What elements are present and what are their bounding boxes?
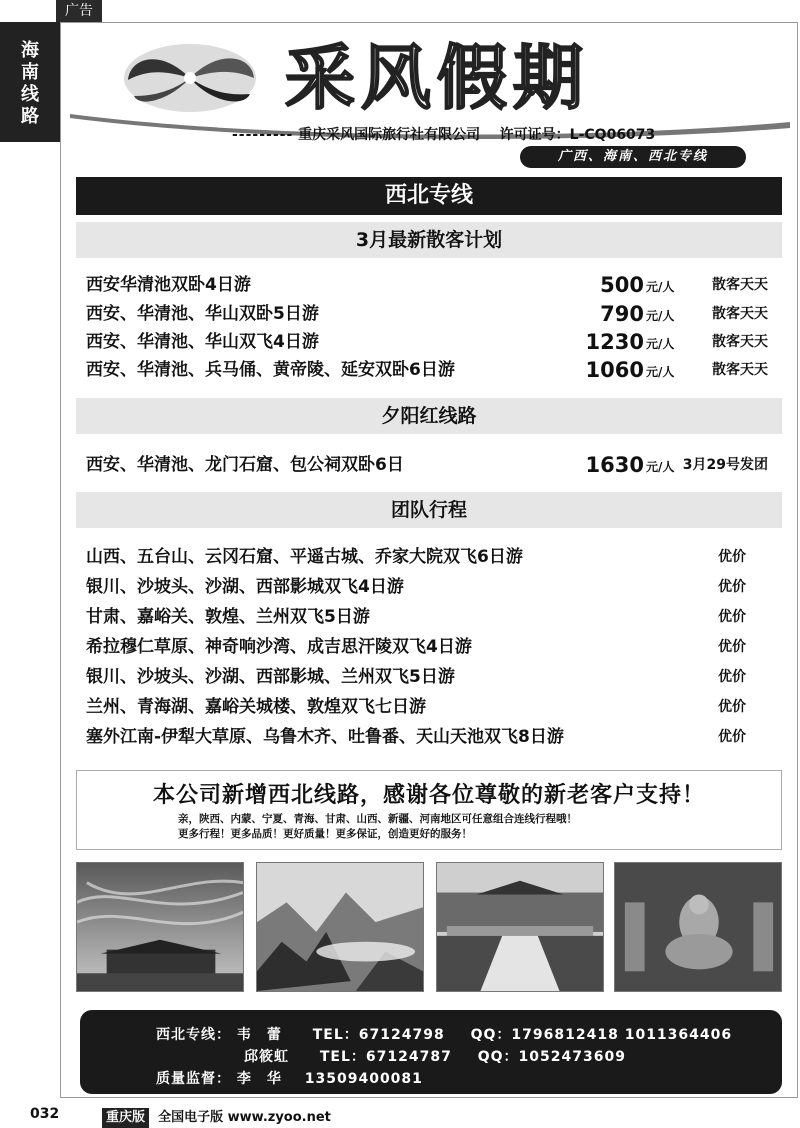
- contact-name: 邱筱虹: [244, 1049, 289, 1065]
- company-dashes: ---------: [232, 127, 294, 143]
- contact-qq: QQ：1052473609: [477, 1049, 626, 1065]
- page-number: 032: [30, 1106, 60, 1122]
- route-price: 500: [600, 273, 644, 297]
- photo-grotto-buddha: [614, 862, 782, 992]
- side-tab-char: 海: [21, 40, 39, 61]
- route-name: 西安、华清池、兵马俑、黄帝陵、延安双卧6日游: [86, 360, 455, 380]
- section-header-sunset: 夕阳红线路: [76, 398, 782, 434]
- price-unit: 元/人: [646, 309, 675, 323]
- photo-mountains: [256, 862, 424, 992]
- side-tab-hainan-routes: [0, 22, 60, 140]
- section-title-northwest: 西北专线: [76, 177, 782, 215]
- route-price: 790: [600, 302, 644, 326]
- contact-tel: TEL：67124798: [312, 1027, 445, 1043]
- ad-tag: 广告: [56, 0, 102, 22]
- team-route-row: [86, 722, 776, 752]
- price-note: 优价: [718, 549, 746, 565]
- brand-name: 采风假期: [285, 36, 589, 119]
- price-note: 优价: [718, 729, 746, 745]
- price-note: 优价: [718, 669, 746, 685]
- route-row: [86, 299, 776, 329]
- footer-site: 全国电子版 www.zyoo.net: [158, 1110, 331, 1125]
- contact-line: [156, 1068, 423, 1088]
- team-route-row: [86, 602, 776, 632]
- section-header-team: 团队行程: [76, 492, 782, 528]
- price-unit: 元/人: [646, 460, 675, 474]
- team-route-row: [86, 632, 776, 662]
- route-name: 西安、华清池、华山双飞4日游: [86, 332, 319, 352]
- contact-label: 西北专线：: [156, 1027, 231, 1043]
- route-row: [86, 327, 776, 357]
- photo-city-wall: [76, 862, 244, 992]
- route-name: 塞外江南-伊犁大草原、乌鲁木齐、吐鲁番、天山天池双飞8日游: [86, 727, 564, 747]
- route-name: 希拉穆仁草原、神奇响沙湾、成吉思汗陵双飞4日游: [86, 637, 472, 657]
- section-header-march: 3月最新散客计划: [76, 222, 782, 258]
- departure-note: 散客天天: [712, 334, 768, 350]
- team-route-row: [86, 662, 776, 692]
- route-name: 西安、华清池、龙门石窟、包公祠双卧6日: [86, 455, 404, 475]
- route-price: 1630: [585, 453, 644, 477]
- price-unit: 元/人: [646, 280, 675, 294]
- contact-label: 质量监督：: [156, 1071, 231, 1087]
- contact-line: [156, 1024, 732, 1044]
- departure-note: 3月29号发团: [682, 457, 768, 473]
- route-price: 1060: [585, 358, 644, 382]
- route-name: 西安、华清池、华山双卧5日游: [86, 304, 319, 324]
- contact-name: 李 华: [236, 1071, 282, 1087]
- thanks-line: 亲，陕西、内蒙、宁夏、青海、甘肃、山西、新疆、河南地区可任意组合连线行程哦！: [178, 813, 577, 825]
- contact-phone: 13509400081: [304, 1071, 423, 1087]
- price-unit: 元/人: [646, 365, 675, 379]
- thanks-line: 更多行程！更多品质！更好质量！更多保证，创造更好的服务！: [178, 828, 472, 840]
- price-note: 优价: [718, 609, 746, 625]
- route-name: 甘肃、嘉峪关、敦煌、兰州双飞5日游: [86, 607, 370, 627]
- thanks-text: [178, 812, 698, 842]
- route-name: 西安华清池双卧4日游: [86, 275, 251, 295]
- team-route-row: [86, 692, 776, 722]
- contact-panel: [80, 1010, 782, 1094]
- route-row: [86, 355, 776, 385]
- price-note: 优价: [718, 639, 746, 655]
- departure-note: 散客天天: [712, 362, 768, 378]
- contact-name: 韦 蕾: [236, 1027, 282, 1043]
- contact-qq: QQ：1796812418 1011364406: [470, 1027, 733, 1043]
- team-route-row: [86, 572, 776, 602]
- route-row: [86, 270, 776, 300]
- contact-tel: TEL：67124787: [319, 1049, 452, 1065]
- company-name: 重庆采风国际旅行社有限公司: [298, 127, 481, 143]
- thanks-title: 本公司新增西北线路，感谢各位尊敬的新老客户支持！: [152, 782, 705, 808]
- route-price: 1230: [585, 330, 644, 354]
- license-number: 许可证号：L-CQ06073: [499, 127, 656, 143]
- route-name: 银川、沙坡头、沙湖、西部影城、兰州双飞5日游: [86, 667, 455, 687]
- side-tab-rule: [0, 140, 60, 142]
- route-name: 兰州、青海湖、嘉峪关城楼、敦煌双飞七日游: [86, 697, 426, 717]
- footer-brand: [102, 1106, 331, 1126]
- price-unit: 元/人: [646, 337, 675, 351]
- photo-palace-pool: [436, 862, 604, 992]
- route-name: 山西、五台山、云冈石窟、平遥古城、乔家大院双飞6日游: [86, 547, 523, 567]
- price-note: 优价: [718, 579, 746, 595]
- departure-note: 散客天天: [712, 306, 768, 322]
- tagline-badge: 广西、海南、西北专线: [520, 146, 746, 168]
- departure-note: 散客天天: [712, 277, 768, 293]
- contact-line: [244, 1046, 626, 1066]
- side-tab-char: 路: [21, 106, 39, 127]
- side-tab-char: 线: [21, 84, 39, 105]
- team-route-row: [86, 542, 776, 572]
- company-info: [232, 124, 655, 144]
- route-name: 银川、沙坡头、沙湖、西部影城双飞4日游: [86, 577, 404, 597]
- price-note: 优价: [718, 699, 746, 715]
- route-row: [86, 450, 776, 480]
- edition-tag: 重庆版: [102, 1108, 149, 1128]
- side-tab-char: 南: [21, 62, 39, 83]
